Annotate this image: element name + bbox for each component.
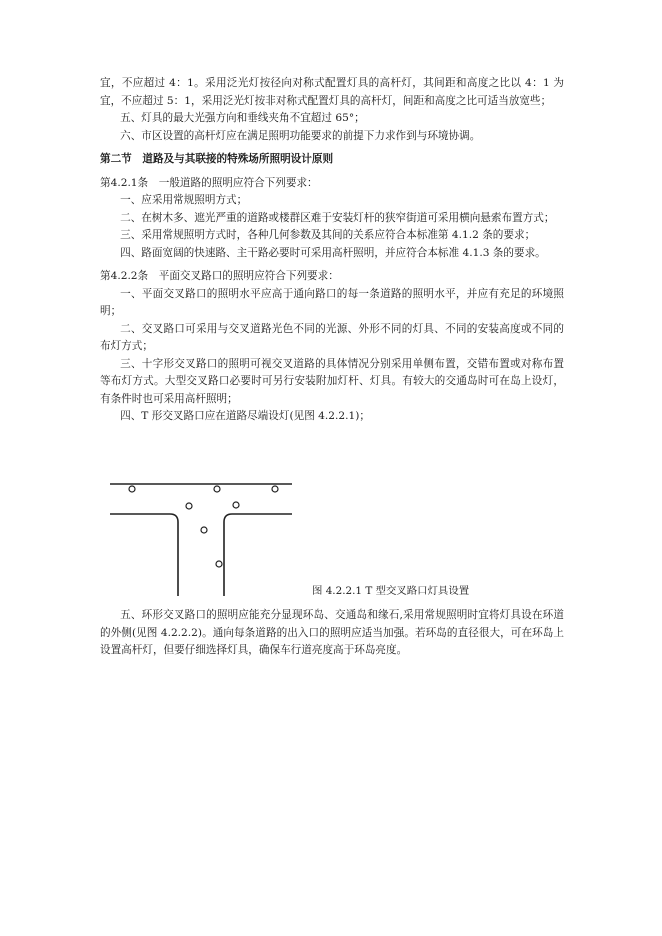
figure-caption: 图 4.2.2.1 T 型交叉路口灯具设置	[312, 585, 470, 597]
t-intersection-diagram	[108, 478, 308, 598]
lamp-marker	[216, 561, 222, 567]
lower-text	[100, 607, 564, 660]
clause-4-2-2-item-3: 三、十字形交叉路口的照明可视交叉道路的具体情况分别采用单侧布置，交错布置或对称布置等布灯方式。大型交叉路口必要时可另行安装附加灯杆、灯具。有较大的交通岛时可在岛上设灯，有条件时也可采用高杆照明；	[100, 357, 564, 405]
lamp-marker	[272, 486, 278, 492]
clause-4-2-1-title: 第4.2.1条 一般道路的照明应符合下列要求：	[100, 176, 318, 189]
clause-4-2-1-item-4: 四、路面宽阔的快速路、主干路必要时可采用高杆照明，并应符合本标准 4.1.3 条的要求。	[120, 246, 546, 259]
clause-4-2-2-item-1: 一、平面交叉路口的照明水平应高于通向路口的每一条道路的照明水平，并应有充足的环境照明；	[100, 287, 564, 317]
paragraph-continuation: 宜，不应超过 4：1。采用泛光灯按径向对称式配置灯具的高杆灯，其间距和高度之比以 4：1 为宜，不应超过 5：1，采用泛光灯按非对称式配置灯具的高杆灯，间距和高度之比可适当放宽些；	[100, 77, 564, 107]
clause-4-2-2-item-2: 二、交叉路口可采用与交叉道路光色不同的光源、外形不同的灯具、不同的安装高度或不同的布灯方式；	[100, 322, 564, 352]
clause-4-2-2-item-4: 四、T 形交叉路口应在道路尽端设灯(见图 4.2.2.1)；	[120, 410, 370, 422]
t-intersection-svg	[108, 478, 308, 598]
clause-4-2-1-item-3: 三、采用常规照明方式时，各种几何参数及其间的关系应符合本标准第 4.1.2 条的要求；	[120, 229, 536, 241]
clause-4-2-1-item-2: 二、在树木多、遮光严重的道路或楼群区难于安装灯杆的狭窄街道可采用横向悬索布置方式；	[120, 211, 555, 224]
clause-4-2-1-item-1: 一、应采用常规照明方式；	[120, 194, 248, 206]
item-five-light-angle: 五、灯具的最大光强方向和垂线夹角不宜超过 65°；	[120, 112, 365, 124]
section-heading: 第二节 道路及与其联接的特殊场所照明设计原则	[100, 153, 334, 165]
road-right-corner-edge	[224, 514, 292, 596]
upper-text	[100, 75, 564, 426]
lamp-marker	[129, 486, 135, 492]
lamp-marker	[233, 502, 239, 508]
item-five-roundabout: 五、环形交叉路口的照明应能充分显现环岛、交通岛和缘石,采用常规照明时宜将灯具设在环道的外侧(见图 4.2.2.2)。通向每条道路的出入口的照明应适当加强。若环岛的直径很大，可在环岛上设置高杆灯，但要仔细选择灯具，确保车行道亮度高于环岛亮度。	[100, 609, 564, 656]
road-left-corner-edge	[110, 514, 178, 596]
lamp-marker	[214, 486, 220, 492]
clause-4-2-2-title: 第4.2.2条 平面交叉路口的照明应符合下列要求：	[100, 270, 339, 282]
item-six-environment: 六、市区设置的高杆灯应在满足照明功能要求的前提下力求作到与环境协调。	[120, 129, 481, 142]
lamp-marker	[201, 527, 207, 533]
lamp-marker	[186, 503, 192, 509]
